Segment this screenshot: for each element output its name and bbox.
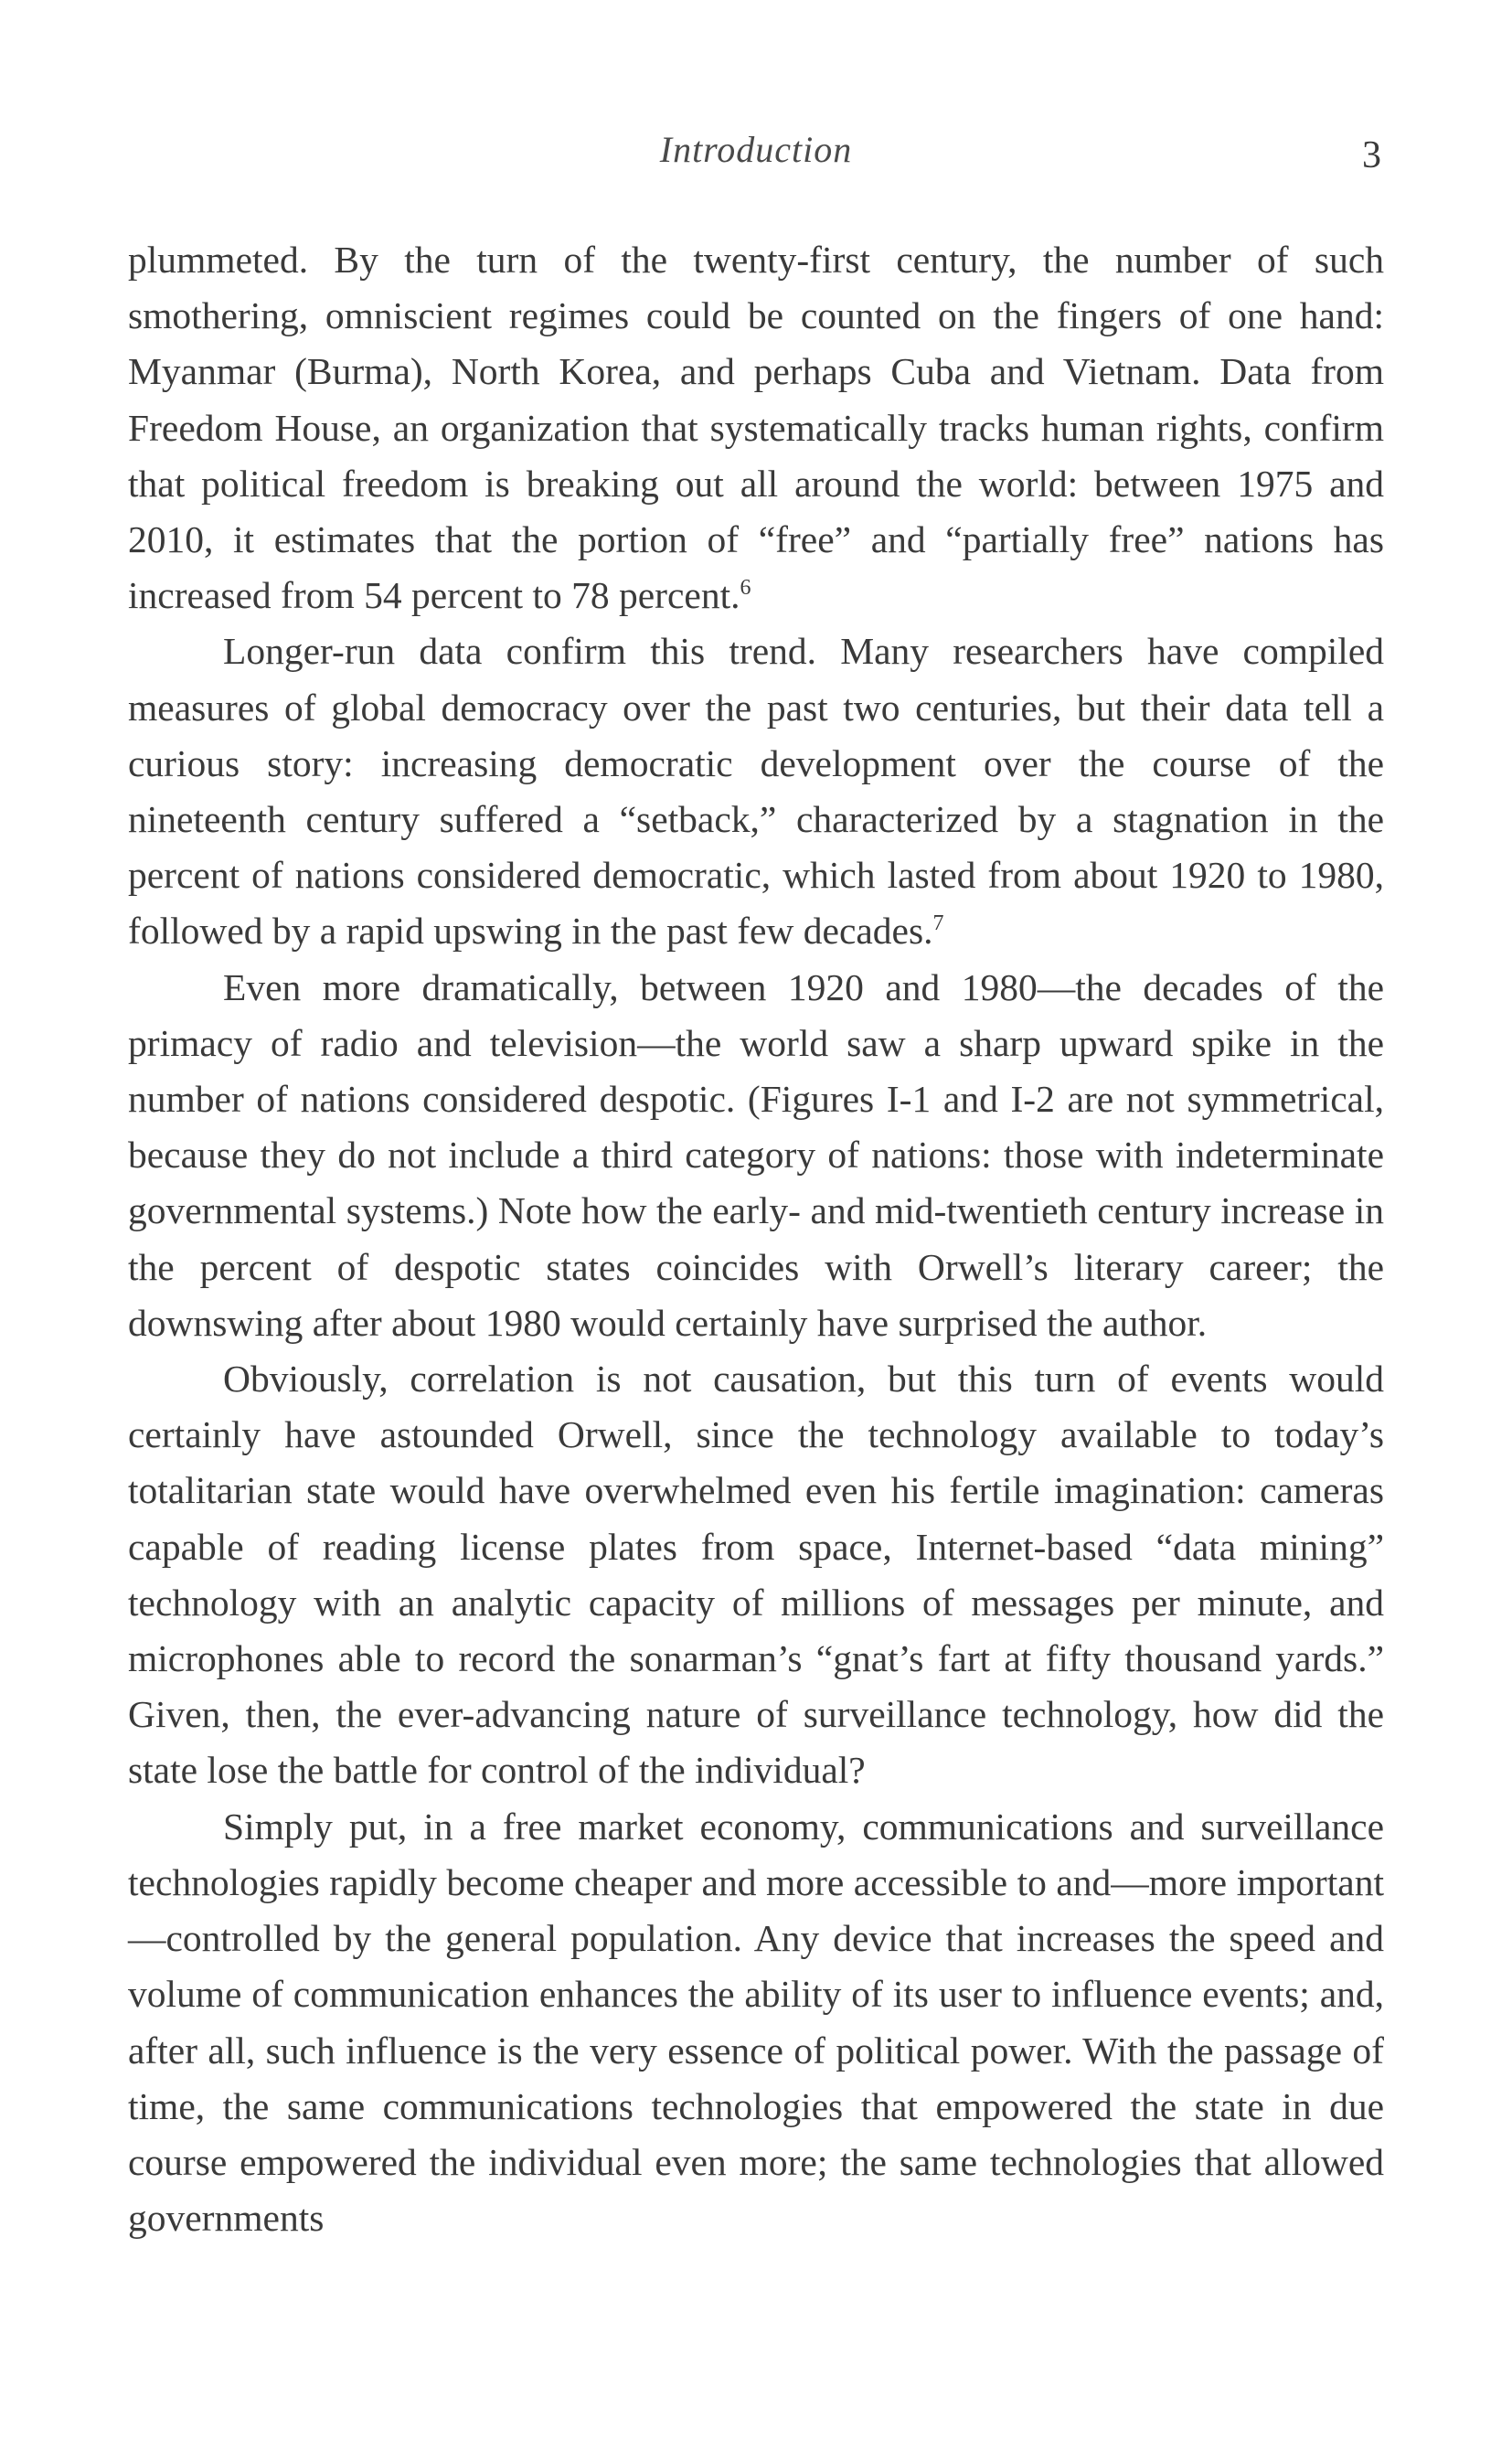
paragraph-text: Obviously, correlation is not causation, but this turn of events would certainly have astounded Orwell, since the technology available to today’s totalitarian state would have overwhelmed even his fertile imagination: cameras capable of reading license plates from space, Internet-based “data mining” technology with an analytic capacity of millions of messages per minute, and microphones able to record the sonarman’s “gnat’s fart at fifty thousand yards.” Given, then, the ever-advancing nature of surveillance technology, how did the state lose the battle for control of the individual?: [128, 1358, 1384, 1792]
body-text: [128, 232, 1384, 2246]
paragraph: [128, 1351, 1384, 1799]
paragraph-text: Simply put, in a free market economy, communications and surveillance technologies rapidly become cheaper and more accessible to and—more important—controlled by the general population. Any device that increases the speed and volume of communication enhances the ability of its user to influence events; and, after all, such influence is the very essence of political power. With the passage of time, the same communications technologies that empowered the state in due course empowered the individual even more; the same technologies that allowed governments: [128, 1805, 1384, 2240]
paragraph: [128, 1799, 1384, 2247]
paragraph-text: Even more dramatically, between 1920 and 1980—the decades of the primacy of radio and television—the world saw a sharp upward spike in the number of nations considered despotic. (Figures I-1 and I-2 are not symmetrical, because they do not include a third category of nations: those with indeterminate governmental systems.) Note how the early- and mid-twentieth century increase in the percent of despotic states coincides with Orwell’s literary career; the downswing after about 1980 would certainly have surprised the author.: [128, 965, 1384, 1344]
footnote-marker: 6: [740, 576, 751, 601]
paragraph: [128, 623, 1384, 959]
paragraph-text: plummeted. By the turn of the twenty-first century, the number of such smothering, omniscient regimes could be counted on the fingers of one hand: Myanmar (Burma), North Korea, and perhaps Cuba and Vietnam. Data from Freedom House, an organization that systematically tracks human rights, confirm that political freedom is breaking out all around the world: between 1975 and 2010, it estimates that the portion of “free” and “partially free” nations has increased from 54 percent to 78 percent.: [128, 239, 1384, 617]
page-number: 3: [1362, 134, 1381, 176]
paragraph: [128, 232, 1384, 623]
running-head: Introduction: [659, 129, 853, 170]
footnote-marker: 7: [932, 911, 944, 936]
paragraph-text: Longer-run data confirm this trend. Many researchers have compiled measures of global democracy over the past two centuries, but their data tell a curious story: increasing democratic development over the course of the nineteenth century suffered a “setback,” characterized by a stagnation in the percent of nations considered democratic, which lasted from about 1920 to 1980, followed by a rapid upswing in the past few decades.: [128, 630, 1384, 953]
paragraph: [128, 960, 1384, 1351]
